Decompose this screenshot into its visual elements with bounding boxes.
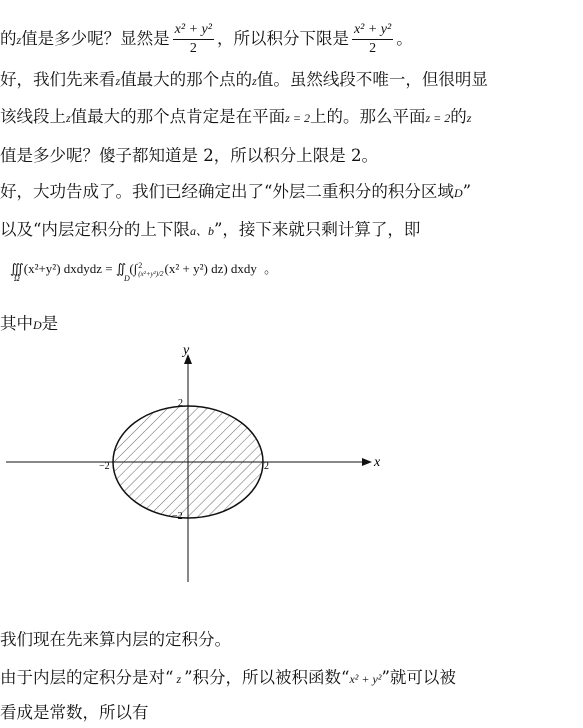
- text: 的: [450, 107, 467, 126]
- x-axis-arrow-icon: [362, 458, 372, 466]
- text: 好，大功告成了。我们已经确定出了“外层二重积分的积分区域: [0, 182, 454, 201]
- text-line-6: [0, 218, 420, 243]
- text-line-3: [0, 105, 471, 130]
- text: 是: [41, 314, 59, 333]
- text: ，所以积分下限是: [216, 29, 349, 48]
- fraction-denominator: 2: [189, 41, 197, 56]
- fraction-denominator: 2: [369, 41, 377, 56]
- integrand-expression: x² + y²: [349, 672, 382, 686]
- var-z: z: [66, 111, 71, 125]
- plane-equation: z = 2: [425, 111, 451, 125]
- text: 。: [396, 29, 413, 48]
- tick-label-y-pos: 2: [178, 398, 183, 409]
- text-line-9: [0, 628, 231, 652]
- fraction-numerator: x² + y²: [174, 22, 212, 37]
- text-line-1: [0, 22, 413, 57]
- text: 我们现在先来算内层的定积分。: [0, 630, 231, 649]
- text-line-10: [0, 666, 456, 691]
- integral-limits: [138, 261, 163, 279]
- formula-rest: (x² + y²) dz) dxdy: [164, 261, 257, 276]
- text: 值最大的那个点的: [120, 70, 253, 89]
- var-a-b: a、b: [189, 224, 214, 238]
- y-axis-label: y: [183, 343, 190, 358]
- text: 由于内层的定积分是对“: [0, 668, 174, 687]
- lower-limit: (x²+y²)/2: [138, 270, 164, 279]
- upper-limit: 2: [138, 261, 143, 271]
- text: 以及“内层定积分的上下限: [0, 220, 190, 239]
- text-line-5: [0, 180, 471, 205]
- region-d-figure: [0, 338, 583, 588]
- tick-label-x-neg: −2: [99, 461, 110, 472]
- text: 值。虽然线段不唯一，但很明显: [256, 70, 488, 89]
- text: ”积分，所以被积函数“: [184, 668, 350, 687]
- text-line-8: [0, 312, 58, 337]
- var-D: D: [33, 318, 42, 332]
- x-axis-label: x: [374, 455, 381, 470]
- tick-label-y-neg: −2: [172, 511, 183, 522]
- text-line-11: [0, 701, 149, 725]
- var-z: z: [115, 74, 121, 88]
- text: 值最大的那个点肯定是在平面: [70, 107, 286, 126]
- text: 值是多少呢？显然是: [21, 29, 170, 48]
- formula-main: ∭(x²+y²) dxdydz = ∬ (∫: [10, 261, 138, 276]
- hatched-region: [100, 398, 280, 528]
- fraction-numerator: x² + y²: [353, 22, 392, 37]
- text: ”，接下来就只剩计算了，即: [213, 220, 421, 239]
- text: 的: [0, 29, 17, 48]
- var-z: z: [16, 33, 22, 47]
- fraction-lower-limit-2: [352, 22, 393, 57]
- region-omega: Ω: [14, 274, 20, 283]
- text: 上的。那么平面: [309, 107, 426, 126]
- integral-formula: [10, 258, 278, 283]
- region-d: D: [124, 274, 130, 283]
- text-line-2: [0, 68, 488, 93]
- formula-end: 。: [264, 261, 278, 276]
- text: ”就可以被: [381, 668, 456, 687]
- text: 该线段上: [0, 107, 66, 126]
- text: 看成是常数，所以有: [0, 703, 149, 722]
- var-z: z: [252, 74, 257, 88]
- plane-equation: z = 2: [285, 111, 310, 125]
- fraction-lower-limit: [173, 22, 214, 57]
- text: 好，我们先来看: [0, 70, 116, 89]
- var-z: z: [173, 672, 185, 686]
- text: 其中: [0, 314, 33, 333]
- var-z: z: [466, 111, 472, 125]
- text: ”: [462, 182, 472, 201]
- text: 值是多少呢？傻子都知道是 2，所以积分上限是 2。: [0, 146, 378, 165]
- text-line-4: [0, 144, 378, 168]
- tick-label-x-pos: 2: [264, 461, 269, 472]
- var-D: D: [453, 186, 463, 200]
